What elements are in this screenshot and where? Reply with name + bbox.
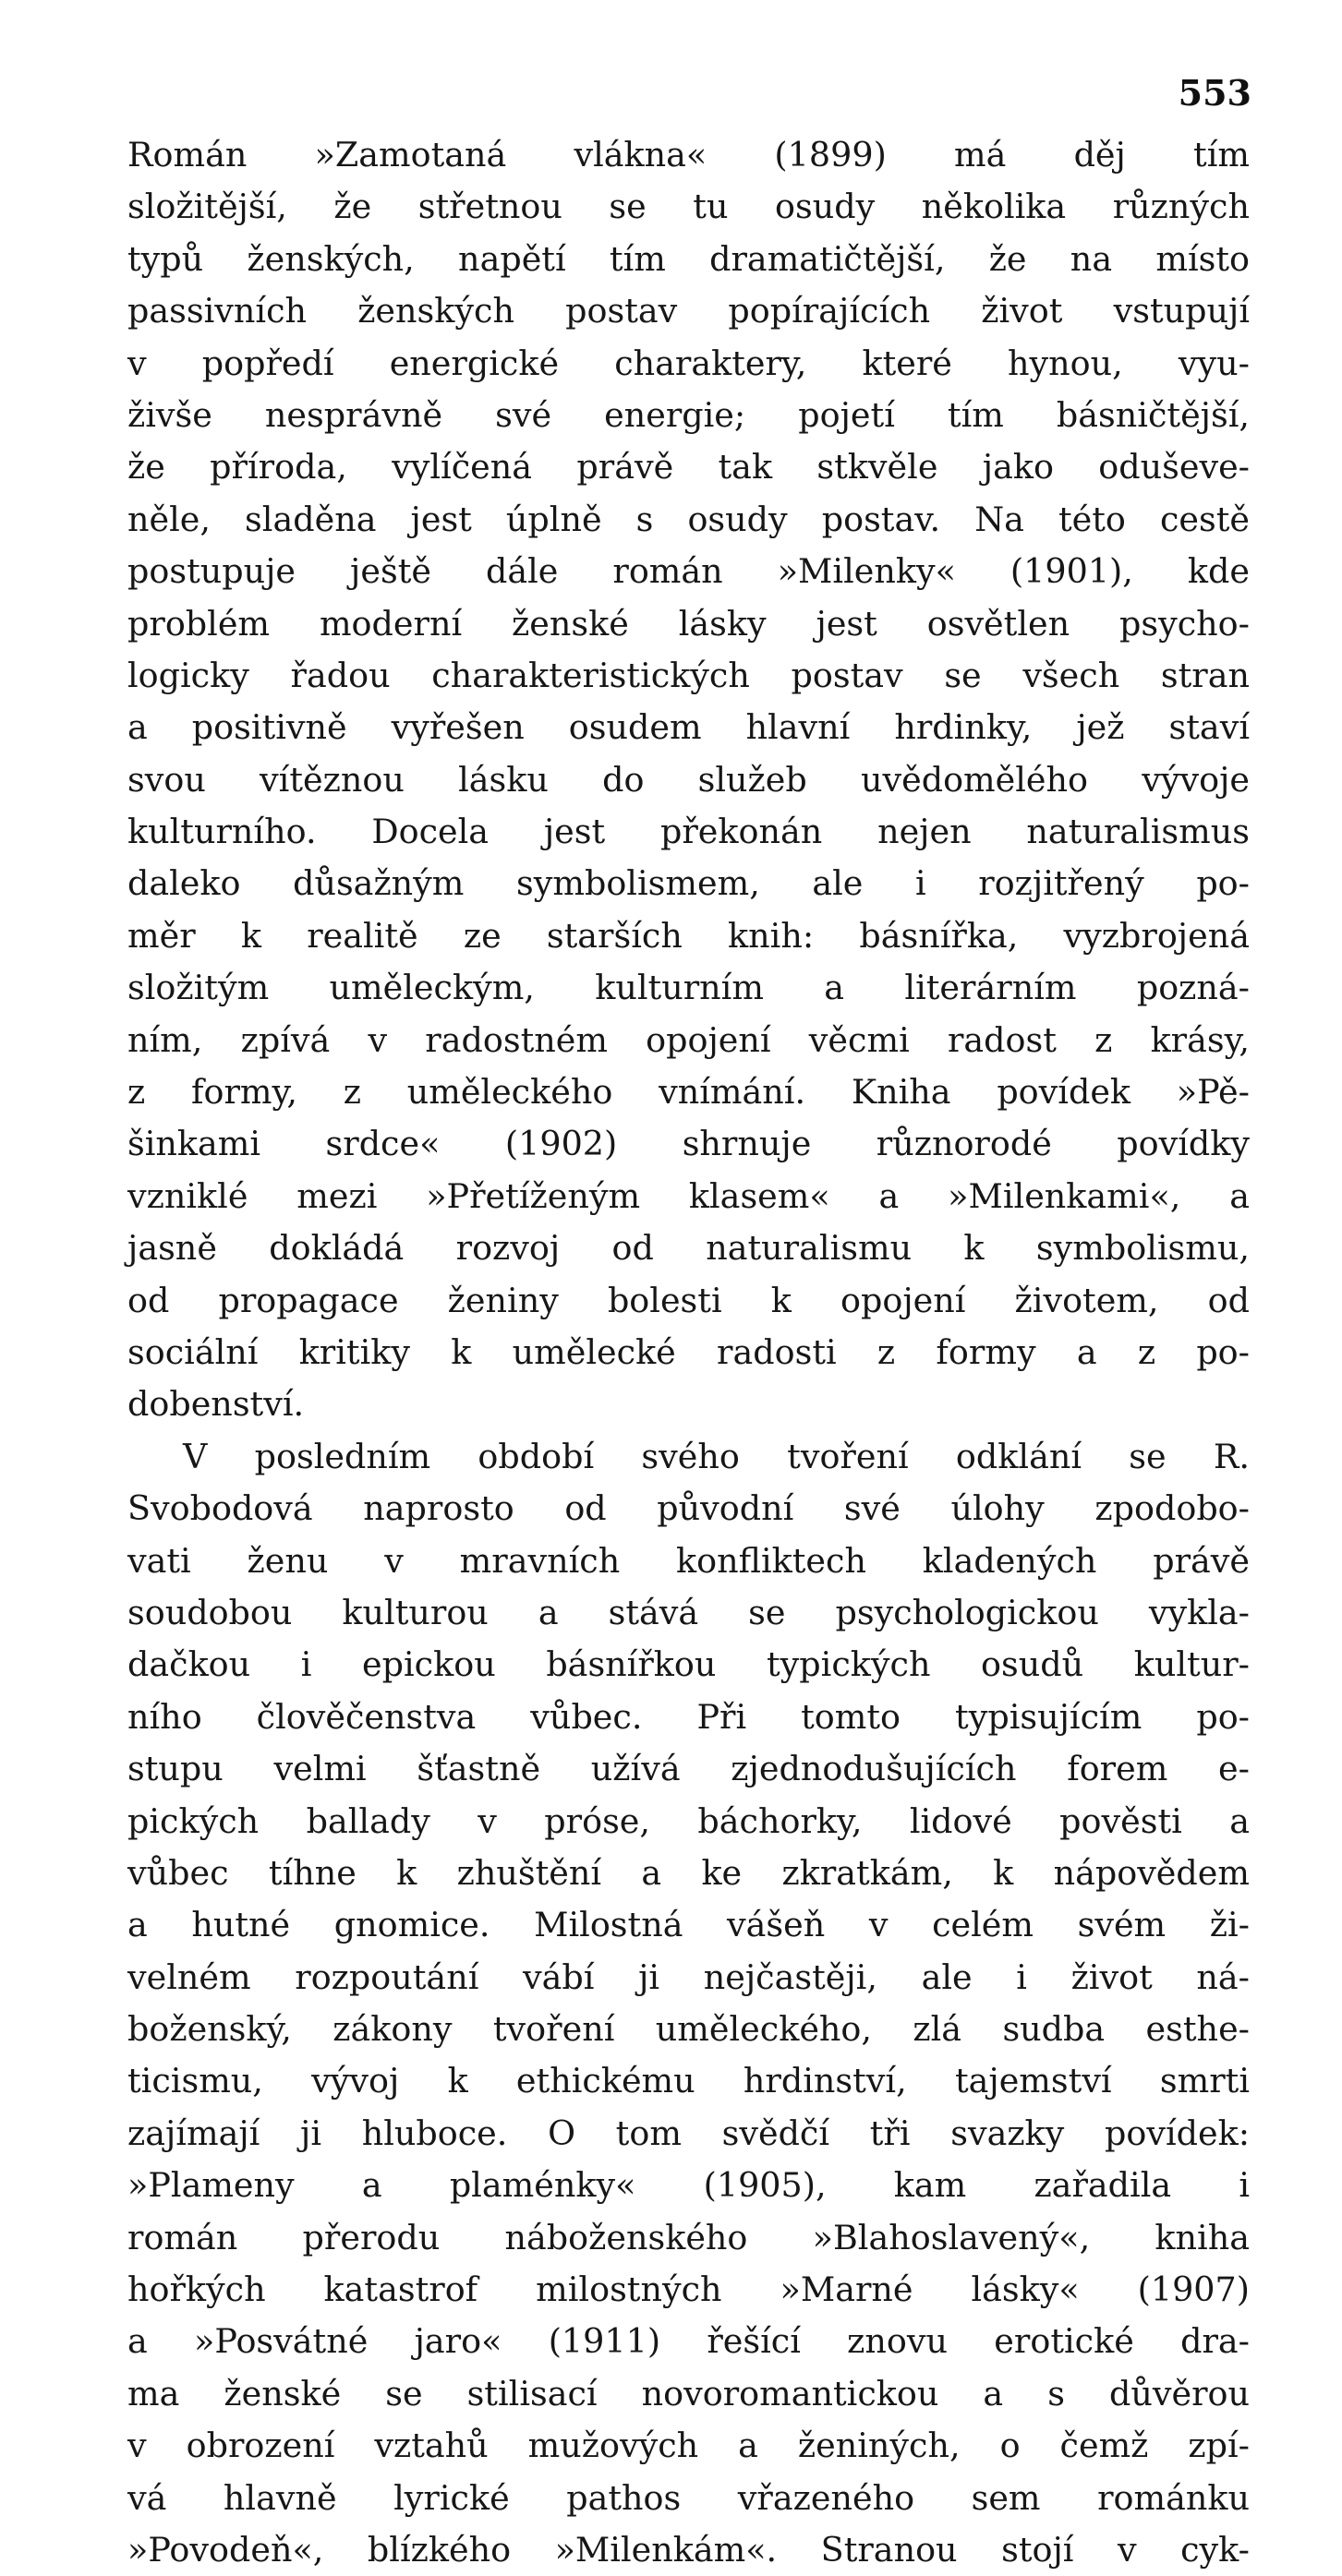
text-line: a »Posvátné jaro« (1911) řešící znovu erotické dra- <box>127 2321 1250 2362</box>
text-line: daleko důsažným symbolismem, ale i rozjitřený po- <box>127 863 1250 904</box>
text-line: něle, sladěna jest úplně s osudy postav. Na této cestě <box>127 499 1250 539</box>
text-line: šinkami srdce« (1902) shrnuje různorodé povídky <box>127 1124 1250 1164</box>
text-line: v obrození vztahů mužových a ženiných, o čemž zpí- <box>127 2426 1250 2466</box>
text-line: typů ženských, napětí tím dramatičtější, že na místo <box>127 238 1250 279</box>
text-line: pických ballady v próse, báchorky, lidové pověsti a <box>127 1800 1250 1841</box>
text-line: dobenství. <box>127 1384 305 1425</box>
text-line: problém moderní ženské lásky jest osvětlen psycho- <box>127 603 1250 644</box>
text-line: že příroda, vylíčená právě tak stkvěle jako oduševe- <box>127 447 1250 488</box>
text-line: velném rozpoutání vábí ji nejčastěji, ale i život ná- <box>127 1956 1250 1997</box>
text-line: Román »Zamotaná vlákna« (1899) má děj tím <box>127 135 1250 175</box>
text-line: sociální kritiky k umělecké radosti z formy a z po- <box>127 1331 1250 1372</box>
paragraph-start-line: V posledním období svého tvoření odklání se R. <box>183 1436 1250 1476</box>
text-line: živše nesprávně své energie; pojetí tím básničtější, <box>127 394 1250 435</box>
text-line: vůbec tíhne k zhuštění a ke zkratkám, k nápovědem <box>127 1852 1250 1893</box>
text-line: v popředí energické charaktery, které hynou, vyu- <box>127 343 1250 383</box>
text-line: hořkých katastrof milostných »Marné lásky« (1907) <box>127 2269 1250 2310</box>
text-line: dačkou i epickou básnířkou typických osudů kultur- <box>127 1644 1250 1685</box>
page-number: 553 <box>1178 72 1251 114</box>
text-line: složitější, že střetnou se tu osudy několika různých <box>127 187 1250 227</box>
text-line: román přerodu náboženského »Blahoslavený«, kniha <box>127 2217 1250 2257</box>
text-line: a positivně vyřešen osudem hlavní hrdinky, jež staví <box>127 707 1250 748</box>
text-line: »Plameny a plaménky« (1905), kam zařadila i <box>127 2165 1250 2206</box>
text-line: boženský, zákony tvoření uměleckého, zlá sudba esthe- <box>127 2009 1250 2050</box>
text-line: passivních ženských postav popírajících život vstupují <box>127 291 1250 331</box>
text-line: jasně dokládá rozvoj od naturalismu k symbolismu, <box>127 1228 1250 1269</box>
text-line: měr k realitě ze starších knih: básnířka, vyzbrojená <box>127 915 1250 956</box>
body-text <box>127 129 1250 2576</box>
text-line: vati ženu v mravních konfliktech kladených právě <box>127 1540 1250 1581</box>
text-line: stupu velmi šťastně užívá zjednodušujících forem e- <box>127 1749 1250 1789</box>
text-line: a hutné gnomice. Milostná vášeň v celém svém ži- <box>127 1905 1250 1945</box>
text-line: vzniklé mezi »Přetíženým klasem« a »Milenkami«, a <box>127 1175 1250 1216</box>
text-line: postupuje ještě dále román »Milenky« (1901), kde <box>127 551 1250 592</box>
text-line: ma ženské se stilisací novoromantickou a s důvěrou <box>127 2373 1250 2413</box>
text-line: soudobou kulturou a stává se psychologickou vykla- <box>127 1592 1250 1632</box>
text-line: zajímají ji hluboce. O tom svědčí tři svazky povídek: <box>127 2113 1250 2153</box>
text-line: složitým uměleckým, kulturním a literárním pozná- <box>127 968 1250 1008</box>
text-line: z formy, z uměleckého vnímání. Kniha povídek »Pě- <box>127 1072 1250 1113</box>
text-line: »Povodeň«, blízkého »Milenkám«. Stranou stojí v cyk- <box>127 2529 1250 2570</box>
text-line: Svobodová naprosto od původní své úlohy zpodobo- <box>127 1488 1250 1529</box>
text-line: svou vítěznou lásku do služeb uvědomělého vývoje <box>127 759 1250 800</box>
text-line: kulturního. Docela jest překonán nejen naturalismus <box>127 812 1250 852</box>
text-line: od propagace ženiny bolesti k opojení životem, od <box>127 1280 1250 1320</box>
text-line: vá hlavně lyrické pathos vřazeného sem románku <box>127 2477 1250 2518</box>
text-line: logicky řadou charakteristických postav se všech stran <box>127 655 1250 695</box>
text-line: ticismu, vývoj k ethickému hrdinství, tajemství smrti <box>127 2061 1250 2101</box>
text-line: ního člověčenstva vůbec. Při tomto typisujícím po- <box>127 1696 1250 1737</box>
text-line: ním, zpívá v radostném opojení věcmi radost z krásy, <box>127 1019 1250 1060</box>
